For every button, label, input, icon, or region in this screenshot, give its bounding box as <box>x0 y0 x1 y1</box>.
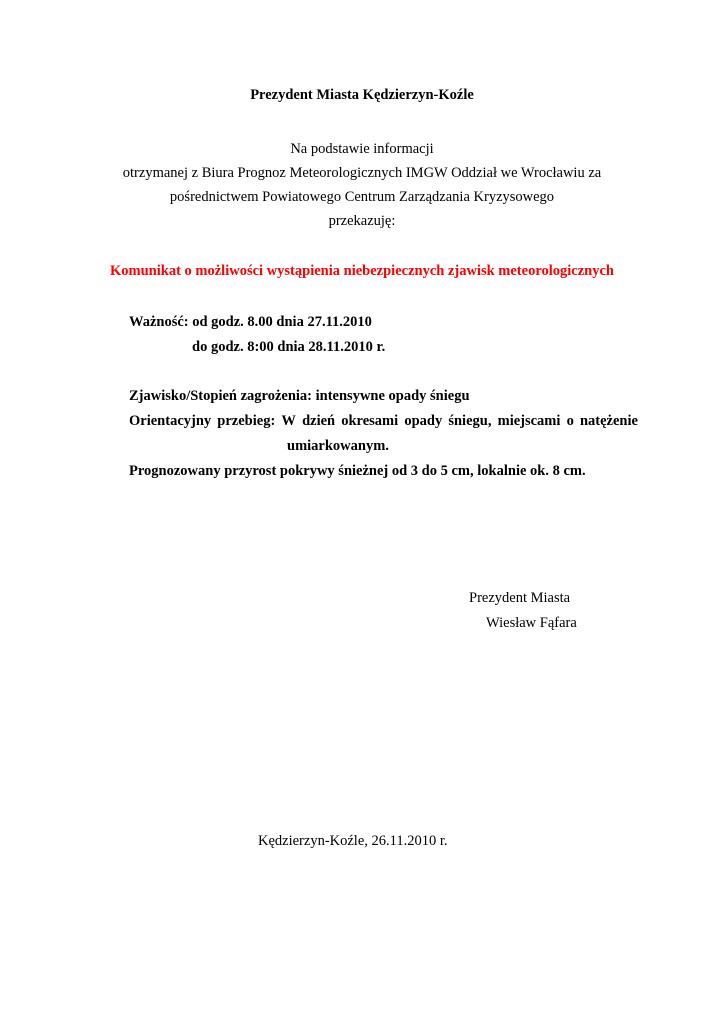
course-word: miejscami <box>497 413 561 429</box>
course-continuation: umiarkowanym. <box>287 438 389 454</box>
phenomenon-line: Zjawisko/Stopień zagrożenia: intensywne opady śniegu <box>129 388 470 404</box>
course-word: dzień <box>302 413 336 429</box>
validity-to: do godz. 8:00 dnia 28.11.2010 r. <box>192 339 386 355</box>
course-word: śniegu, <box>448 413 492 429</box>
signature-name: Wiesław Fąfara <box>486 615 577 631</box>
place-date: Kędzierzyn-Koźle, 26.11.2010 r. <box>258 833 448 849</box>
course-word: opady <box>404 413 443 429</box>
signature-title: Prezydent Miasta <box>469 590 571 606</box>
course-word: W <box>281 413 296 429</box>
notice-title: Komunikat o możliwości wystąpienia niebezpiecznych zjawisk meteorologicznych <box>110 263 614 279</box>
course-word: przebieg: <box>217 413 276 429</box>
intro-line-3: pośrednictwem Powiatowego Centrum Zarządzania Kryzysowego <box>169 189 555 205</box>
document-header: Prezydent Miasta Kędzierzyn-Koźle <box>250 87 474 103</box>
course-word: o <box>566 413 574 429</box>
validity-from: Ważność: od godz. 8.00 dnia 27.11.2010 <box>129 314 372 330</box>
course-line <box>129 412 638 432</box>
intro-line-2: otrzymanej z Biura Prognoz Meteorologicznych IMGW Oddział we Wrocławiu za <box>122 165 602 181</box>
intro-line-1: Na podstawie informacji <box>290 141 434 157</box>
course-word: natężenie <box>579 413 638 429</box>
forecast-line: Prognozowany przyrost pokrywy śnieżnej od 3 do 5 cm, lokalnie ok. 8 cm. <box>129 463 586 479</box>
course-word: Orientacyjny <box>129 413 212 429</box>
course-word: okresami <box>341 413 399 429</box>
intro-line-4: przekazuję: <box>328 213 396 229</box>
